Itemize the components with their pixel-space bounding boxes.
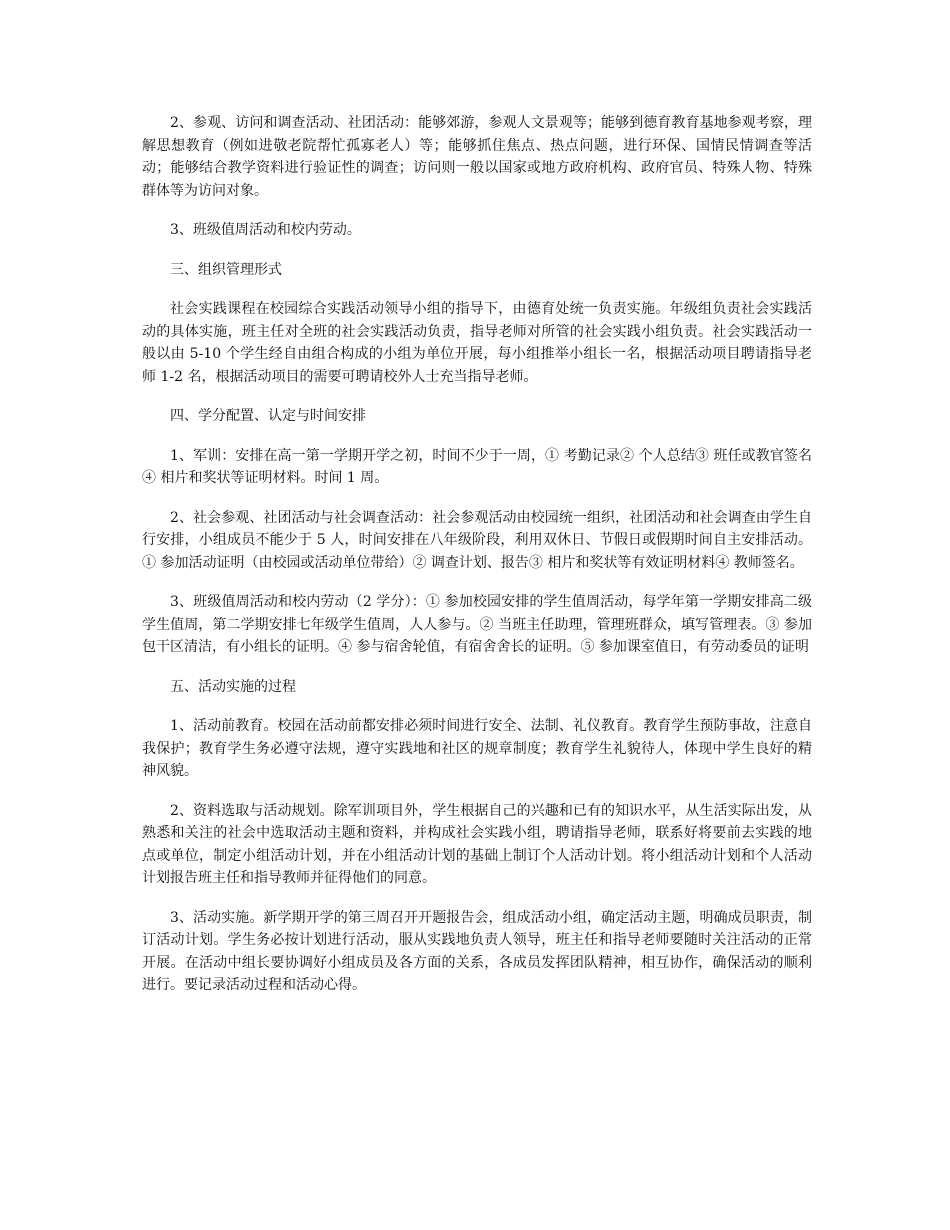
paragraph-social-visit: 2、社会参观、社团活动与社会调查活动：社会参观活动由校园统一组织，社团活动和社会调查由学生自行安排，小组成员不能少于 5 人，时间安排在八年级阶段，利用双休日、节假日或假期时间自主安排活动。① 参加活动证明（由校园或活动单位带给）② 调查计划、报告③ 相片和奖状等有效证明材料④ 教师签名。 <box>142 509 812 571</box>
paragraph-military-training: 1、军训：安排在高一第一学期开学之初，时间不少于一周，① 考勤记录② 个人总结③ 班任或教官签名④ 相片和奖状等证明材料。时间 1 周。 <box>142 447 812 486</box>
section-heading-organization: 三、组织管理形式 <box>170 261 282 278</box>
paragraph-visit-survey-activities: 2、参观、访问和调查活动、社团活动：能够郊游，参观人文景观等；能够到德育教育基地参观考察，理解思想教育（例如进敬老院帮忙孤寡老人）等；能够抓住焦点、热点问题，进行环保、国情民情调查等活动；能够结合教学资料进行验证性的调查；访问则一般以国家或地方政府机构、政府官员、特殊人物、特殊群体等为访问对象。 <box>142 115 812 199</box>
paragraph-organization: 社会实践课程在校园综合实践活动领导小组的指导下，由德育处统一负责实施。年级组负责社会实践活动的具体实施，班主任对全班的社会实践活动负责，指导老师对所管的社会实践小组负责。社会实践活动一般以由 5-10 个学生经自由组合构成的小组为单位开展，每小组推举小组长一名，根据活动项目聘请指导老师 1-2 名，根据活动项目的需要可聘请校外人士充当指导老师。 <box>142 301 812 385</box>
paragraph-implementation: 3、活动实施。新学期开学的第三周召开开题报告会，组成活动小组，确定活动主题，明确成员职责，制订活动计划。学生务必按计划进行活动，服从实践地负责人领导，班主任和指导老师要随时关注活动的正常开展。在活动中组长要协调好小组成员及各方面的关系，各成员发挥团队精神，相互协作，确保活动的顺利进行。要记录活动过程和活动心得。 <box>142 909 812 993</box>
paragraph-duty-labor: 3、班级值周活动和校内劳动。 <box>170 222 361 238</box>
document-body <box>142 112 812 1014</box>
paragraph-pre-activity-education: 1、活动前教育。校园在活动前都安排必须时间进行安全、法制、礼仪教育。教育学生预防事故，注意自我保护；教育学生务必遵守法规，遵守实践地和社区的规章制度；教育学生礼貌待人，体现中学生良好的精神风貌。 <box>142 718 812 779</box>
section-heading-credits: 四、学分配置、认定与时间安排 <box>170 408 366 424</box>
paragraph-topic-selection: 2、资料选取与活动规划。除军训项目外，学生根据自己的兴趣和已有的知识水平，从生活实际出发，从熟悉和关注的社会中选取活动主题和资料，并构成社会实践小组，聘请指导老师，联系好将要前去实践的地点或单位，制定小组活动计划，并在小组活动计划的基础上制订个人活动计划。将小组活动计划和个人活动计划报告班主任和指导教师并征得他们的同意。 <box>142 802 812 886</box>
section-heading-process: 五、活动实施的过程 <box>170 678 296 695</box>
paragraph-duty-credits: 3、班级值周活动和校内劳动（2 学分）：① 参加校园安排的学生值周活动，每学年第一学期安排高二级学生值周，第二学期安排七年级学生值周，人人参与。② 当班主任助理，管理班群众，填写管理表。③ 参加包干区清洁，有小组长的证明。④ 参与宿舍轮值，有宿舍舍长的证明。⑤ 参加课室值日，有劳动委员的证明 <box>142 594 812 655</box>
